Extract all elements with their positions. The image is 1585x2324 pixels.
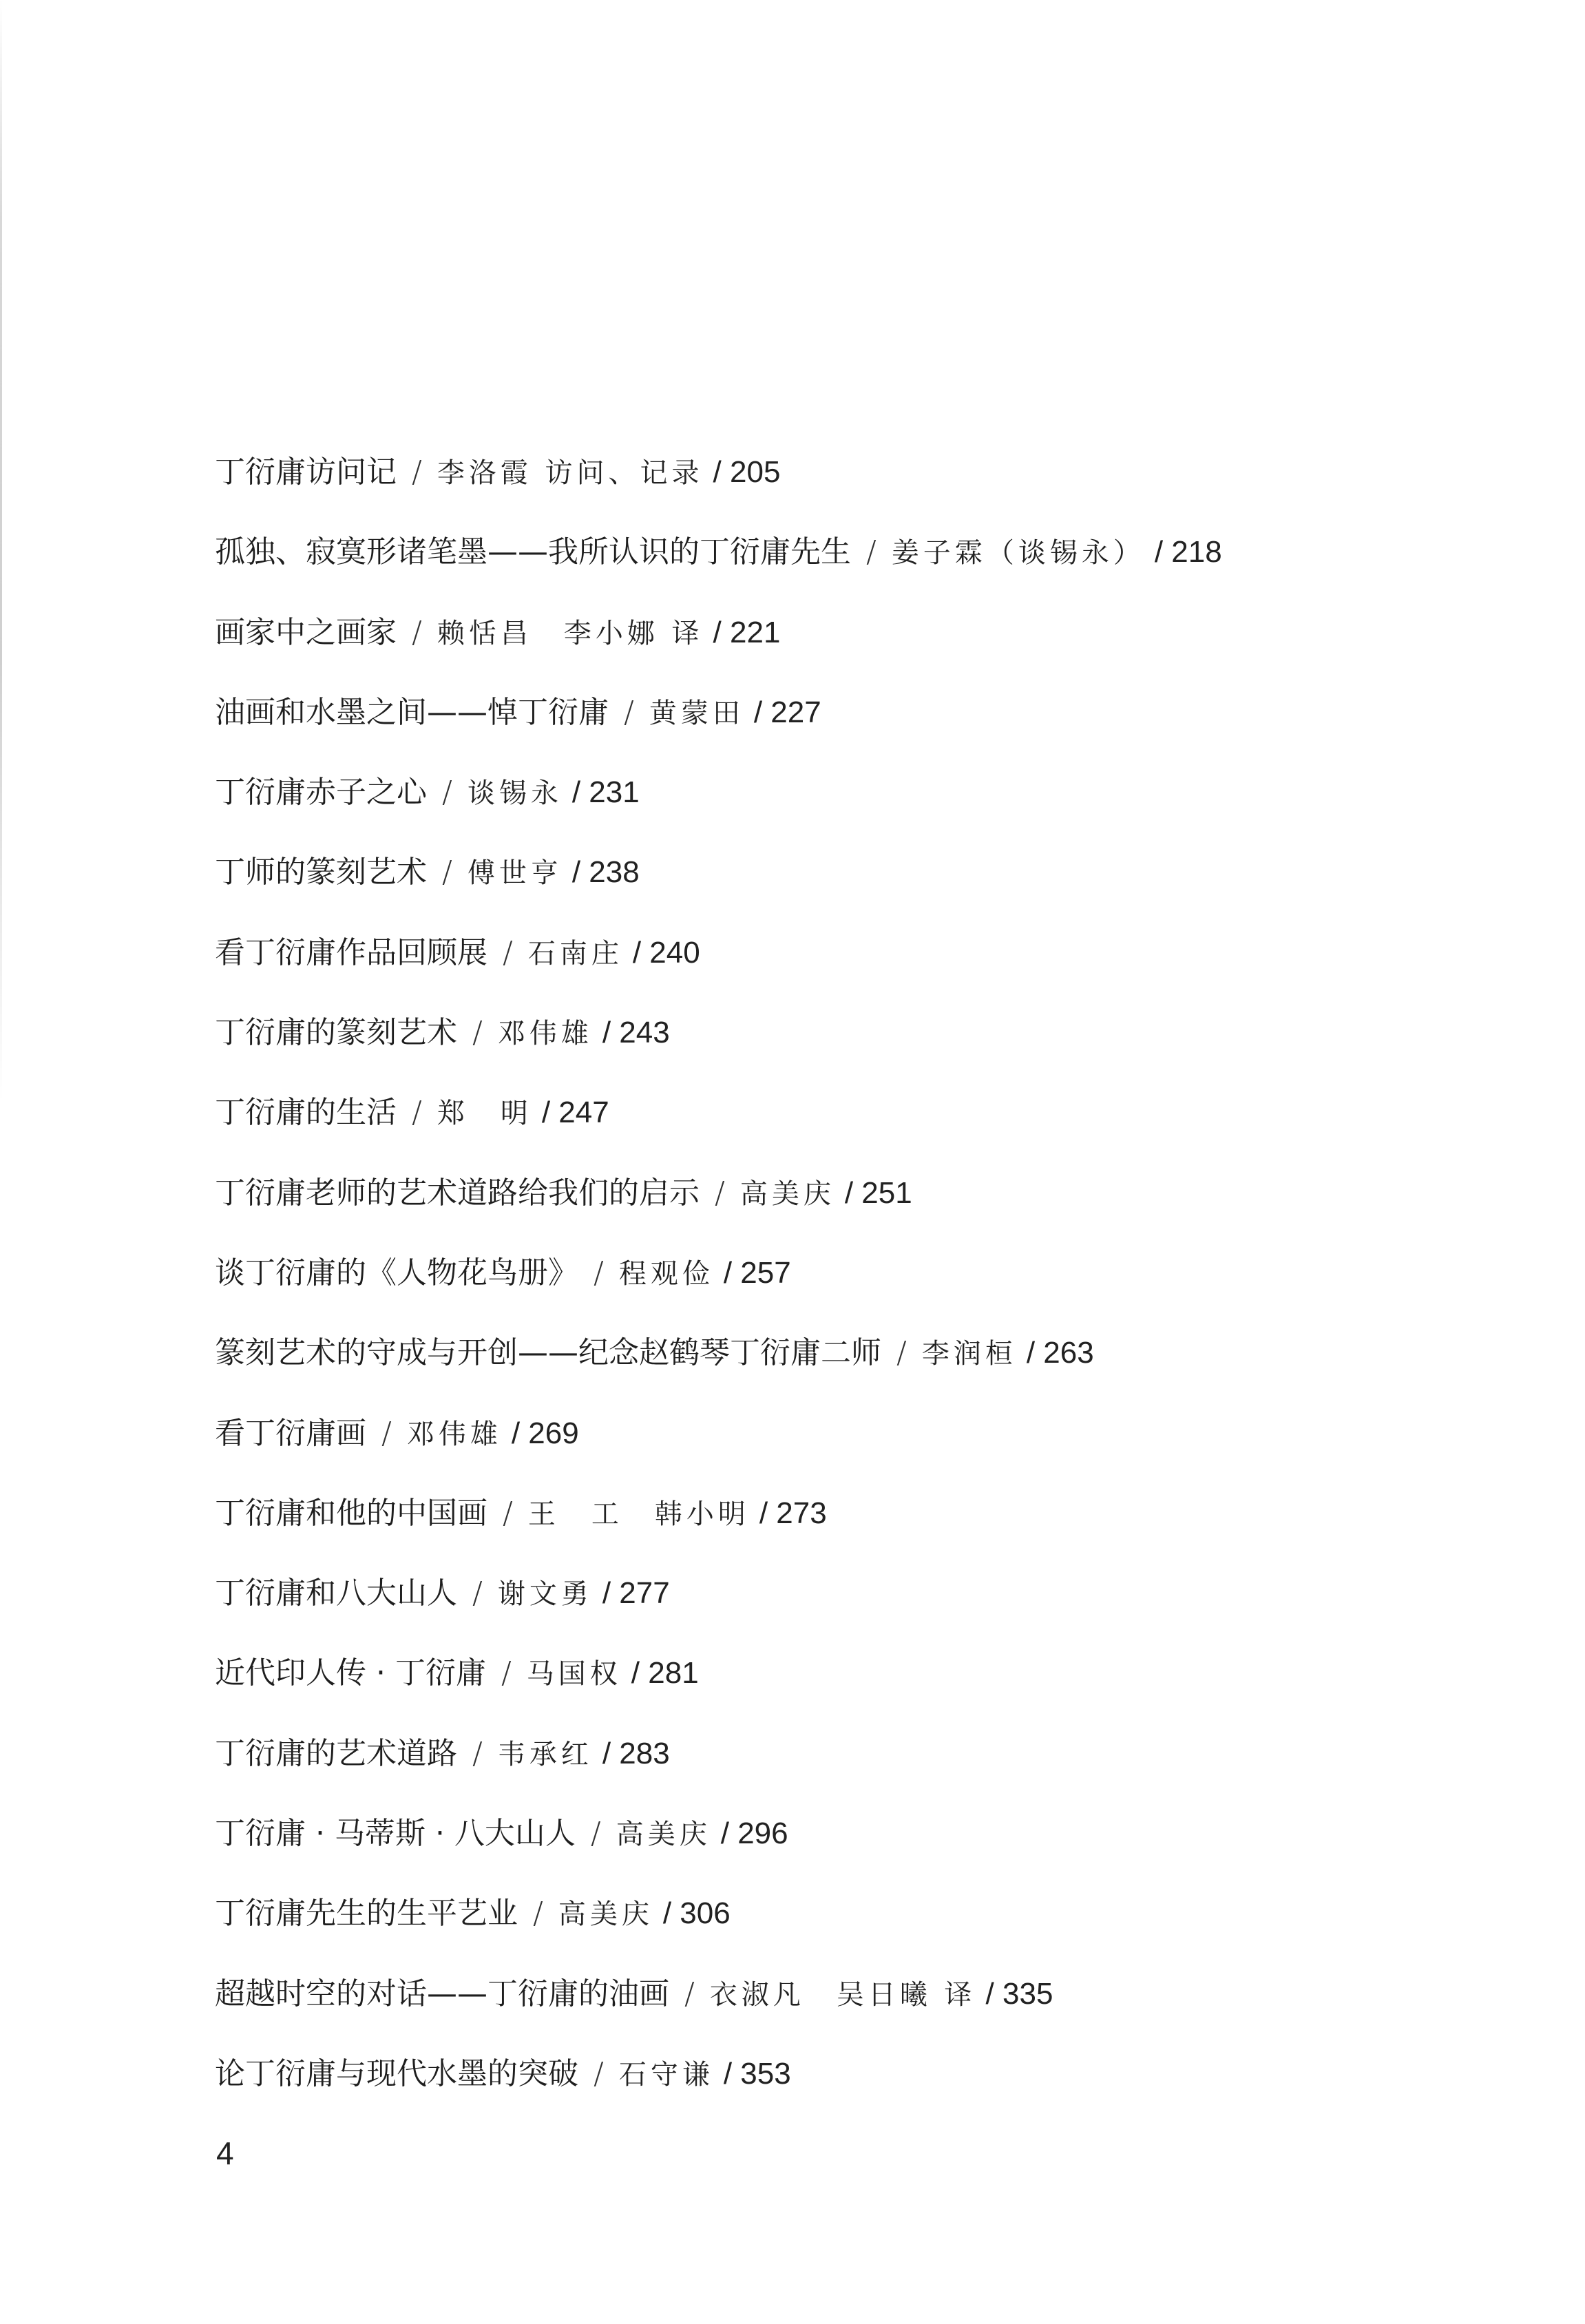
toc-entry-separator: / (412, 454, 422, 490)
toc-entry-title: 丁衍庸和他的中国画 (215, 1495, 487, 1531)
toc-entry (215, 993, 1523, 1073)
toc-entry (215, 673, 1523, 753)
toc-entry-page: / 273 (759, 1496, 827, 1530)
toc-entry-author: 石南庄 (527, 937, 623, 970)
toc-entry (215, 1714, 1523, 1794)
toc-entry-title: 丁衍庸老师的艺术道路给我们的启示 (215, 1175, 700, 1211)
toc-entry-title: 丁衍庸 · 马蒂斯 · 八大山人 (215, 1816, 576, 1852)
table-of-contents (215, 432, 1523, 2114)
toc-entry-author: 韦承红 (497, 1738, 593, 1770)
toc-entry (215, 2034, 1523, 2114)
toc-entry-author: 谢文勇 (497, 1578, 593, 1611)
toc-entry (215, 593, 1523, 673)
toc-entry-page: / 251 (844, 1175, 912, 1210)
toc-entry-page: / 205 (713, 455, 781, 489)
toc-entry-separator: / (442, 855, 452, 890)
toc-entry-title: 谈丁衍庸的《人物花鸟册》 (215, 1255, 578, 1290)
toc-entry (215, 1073, 1523, 1153)
toc-entry-title: 看丁衍庸画 (215, 1415, 366, 1451)
toc-entry (215, 1233, 1523, 1313)
toc-entry-separator: / (503, 934, 513, 970)
toc-entry-separator: / (472, 1735, 483, 1771)
toc-entry (215, 1874, 1523, 1954)
toc-entry (215, 1553, 1523, 1633)
toc-entry-title: 超越时空的对话——丁衍庸的油画 (215, 1976, 669, 2011)
toc-entry-title: 丁衍庸的艺术道路 (215, 1735, 457, 1771)
toc-entry-separator: / (896, 1335, 907, 1371)
toc-entry-separator: / (503, 1495, 513, 1531)
toc-entry-title: 丁衍庸先生的生平艺业 (215, 1896, 518, 1932)
toc-entry-author: 高美庆 (558, 1898, 653, 1931)
toc-entry-author: 郑 明 (437, 1098, 532, 1130)
toc-entry-author: 李洛霞 访问、记录 (437, 457, 704, 489)
toc-entry-title: 丁师的篆刻艺术 (215, 855, 427, 890)
toc-entry-author: 高美庆 (739, 1177, 835, 1210)
toc-entry-page: / 238 (571, 855, 640, 890)
toc-entry (215, 1633, 1523, 1713)
toc-entry-author: 李润桓 (921, 1338, 1017, 1370)
toc-entry-title: 孤独、寂寞形诸笔墨——我所认识的丁衍庸先生 (215, 534, 851, 570)
toc-entry-separator: / (684, 1976, 695, 2011)
toc-entry-separator: / (472, 1015, 483, 1051)
toc-entry-separator: / (442, 775, 452, 810)
toc-entry-title: 画家中之画家 (215, 614, 397, 650)
toc-entry (215, 913, 1523, 993)
toc-entry-page: / 306 (662, 1896, 731, 1931)
page-edge-shadow (0, 0, 2, 1102)
toc-entry-author: 黄蒙田 (649, 697, 744, 729)
toc-entry (215, 512, 1523, 592)
toc-entry-separator: / (412, 1095, 422, 1131)
toc-entry (215, 1153, 1523, 1233)
toc-entry-author: 姜子霖（谈锡永） (891, 537, 1145, 569)
toc-entry-page: / 296 (720, 1817, 788, 1851)
toc-entry-author: 高美庆 (616, 1819, 711, 1851)
toc-entry-page: / 231 (571, 775, 640, 810)
toc-entry-author: 邓伟雄 (497, 1018, 593, 1050)
toc-entry-separator: / (594, 2055, 604, 2091)
toc-entry (215, 432, 1523, 512)
toc-entry-author: 赖恬昌 李小娜 译 (437, 617, 704, 649)
toc-entry-separator: / (866, 534, 877, 570)
toc-entry-author: 邓伟雄 (406, 1418, 502, 1450)
toc-entry-page: / 353 (723, 2056, 791, 2091)
toc-entry-author: 衣淑凡 吴日曦 译 (709, 1978, 976, 2011)
toc-entry-title: 近代印人传 · 丁衍庸 (215, 1655, 486, 1691)
toc-entry-author: 马国权 (526, 1658, 622, 1690)
toc-entry (215, 1954, 1523, 2034)
toc-entry-page: / 243 (602, 1016, 670, 1050)
toc-entry-page: / 269 (511, 1416, 579, 1450)
toc-entry (215, 1794, 1523, 1874)
toc-entry-title: 丁衍庸访问记 (215, 454, 397, 490)
toc-entry-title: 丁衍庸赤子之心 (215, 775, 427, 810)
toc-entry-page: / 257 (723, 1255, 791, 1290)
toc-entry-title: 论丁衍庸与现代水墨的突破 (215, 2055, 578, 2091)
toc-entry-author: 傅世亨 (467, 857, 563, 890)
toc-entry-separator: / (533, 1896, 543, 1932)
toc-entry-separator: / (590, 1816, 601, 1852)
toc-entry-separator: / (715, 1175, 725, 1211)
toc-entry (215, 833, 1523, 912)
toc-entry-title: 篆刻艺术的守成与开创——纪念赵鹤琴丁衍庸二师 (215, 1335, 881, 1371)
toc-entry-page: / 277 (602, 1576, 670, 1611)
toc-entry-page: / 281 (631, 1656, 699, 1690)
toc-entry-title: 丁衍庸的生活 (215, 1095, 397, 1131)
toc-entry-author: 王 工 韩小明 (527, 1498, 750, 1530)
toc-entry-title: 丁衍庸的篆刻艺术 (215, 1015, 457, 1051)
toc-entry-page: / 221 (713, 615, 781, 649)
toc-entry (215, 1394, 1523, 1474)
toc-entry-separator: / (412, 614, 422, 650)
toc-entry-page: / 227 (753, 695, 821, 729)
toc-entry-title: 看丁衍庸作品回顾展 (215, 934, 487, 970)
toc-entry (215, 1474, 1523, 1553)
toc-entry-separator: / (594, 1255, 604, 1290)
toc-entry-page: / 240 (632, 935, 700, 970)
toc-entry-author: 石守谦 (618, 2058, 714, 2091)
toc-entry (215, 1313, 1523, 1393)
toc-entry-separator: / (381, 1415, 392, 1451)
toc-entry-page: / 263 (1026, 1336, 1094, 1370)
toc-entry-page: / 283 (602, 1736, 670, 1770)
toc-entry-page: / 335 (985, 1976, 1053, 2011)
toc-entry-separator: / (624, 694, 634, 730)
toc-entry (215, 753, 1523, 833)
toc-entry-page: / 247 (541, 1096, 609, 1130)
toc-entry-title: 油画和水墨之间——悼丁衍庸 (215, 694, 609, 730)
toc-entry-separator: / (501, 1655, 512, 1691)
toc-entry-separator: / (472, 1575, 483, 1611)
toc-entry-author: 谈锡永 (467, 777, 563, 810)
page-number: 4 (216, 2135, 234, 2171)
toc-entry-title: 丁衍庸和八大山人 (215, 1575, 457, 1611)
toc-entry-page: / 218 (1154, 535, 1222, 569)
toc-entry-author: 程观俭 (618, 1257, 714, 1290)
